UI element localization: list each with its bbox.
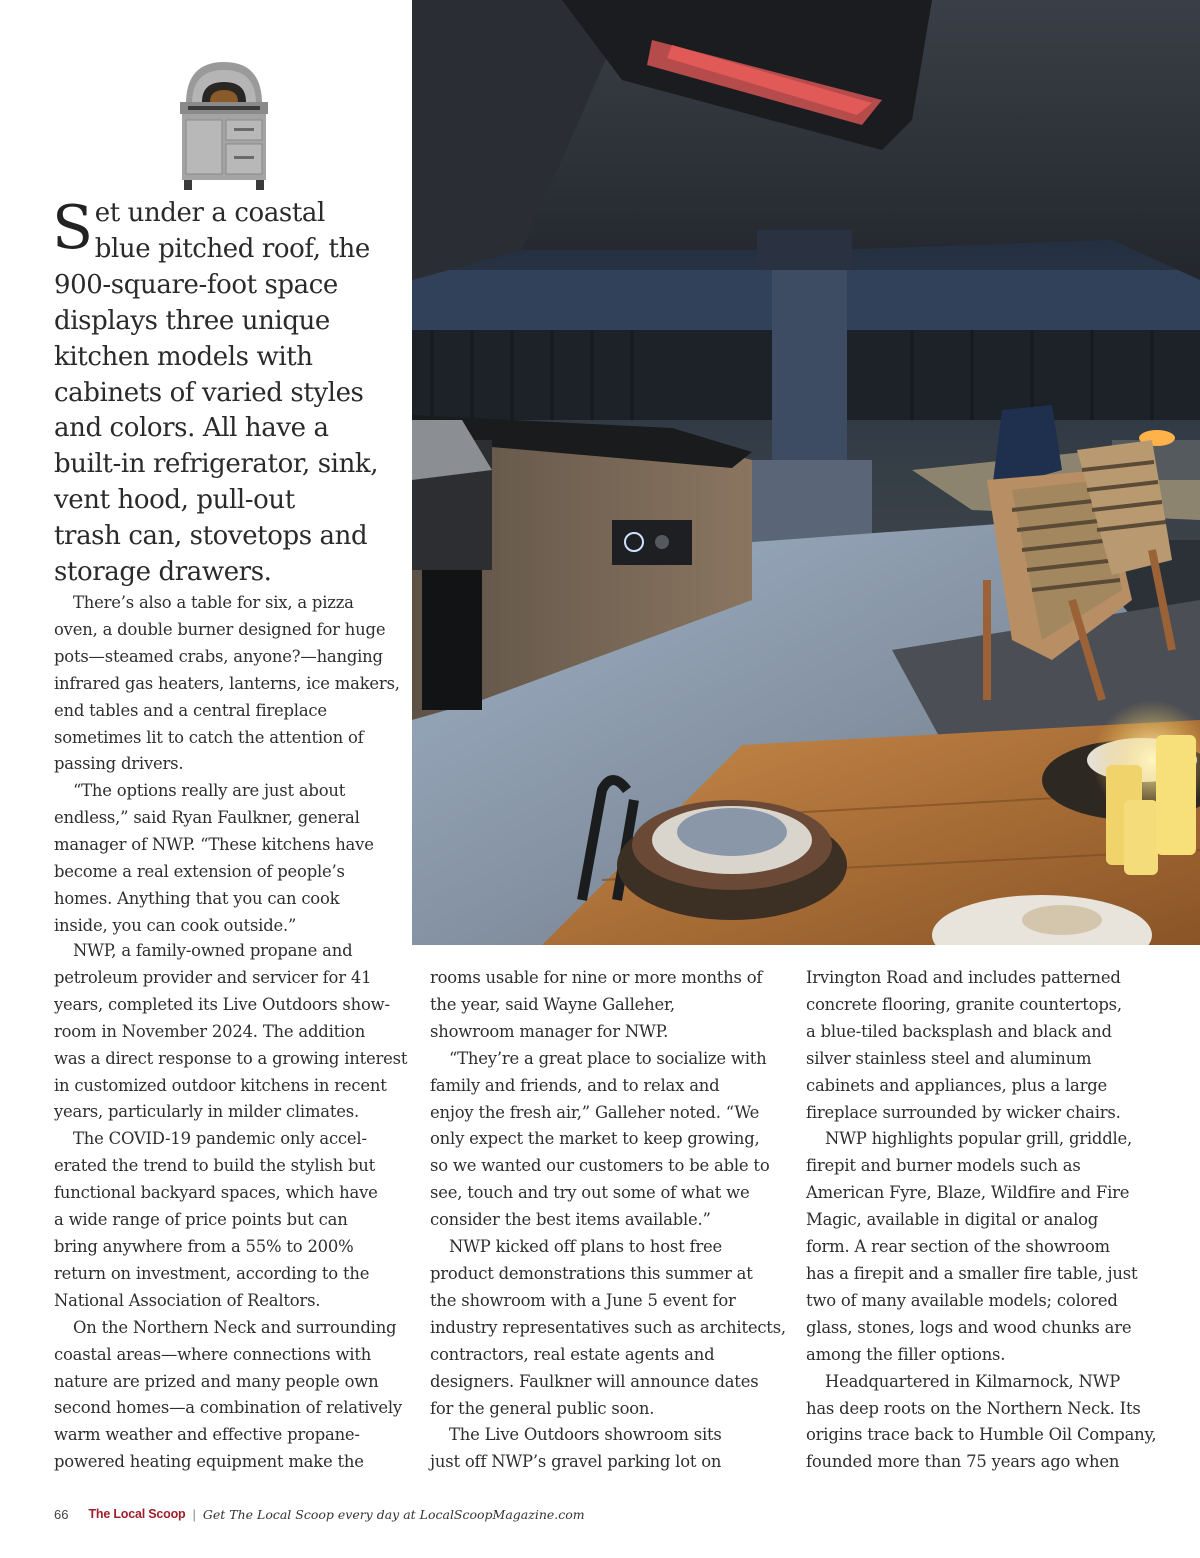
text-line: There’s also a table for six, a pizza [73, 593, 354, 612]
text-line: NWP highlights popular grill, griddle, [825, 1129, 1133, 1149]
text-line: petroleum provider and servicer for 41 [54, 967, 372, 987]
text-line: industry representatives such as architects, [430, 1317, 786, 1337]
text-line: only expect the market to keep growing, [430, 1129, 760, 1149]
column-3 [806, 965, 1157, 1476]
text-line: nature are prized and many people own [54, 1371, 379, 1391]
footer-tagline: Get The Local Scoop every day at LocalScoopMagazine.com [202, 1506, 585, 1522]
text-line: founded more than 75 years ago when [806, 1452, 1120, 1472]
text-line: sometimes lit to catch the attention of [54, 727, 364, 747]
text-line: The COVID-19 pandemic only accel- [73, 1129, 367, 1149]
text-line: designers. Faulkner will announce dates [430, 1371, 759, 1391]
text-line: contractors, real estate agents and [430, 1344, 715, 1364]
text-line: The Live Outdoors showroom sits [449, 1425, 722, 1445]
footer-separator: | [192, 1506, 196, 1522]
lead-line: kitchen models with [54, 341, 313, 372]
lead-line: and colors. All have a [54, 413, 329, 444]
text-line: fireplace surrounded by wicker chairs. [806, 1102, 1121, 1122]
drop-cap: S [52, 193, 93, 263]
text-line: consider the best items available.” [430, 1210, 711, 1230]
column-2 [430, 965, 786, 1476]
text-line: the showroom with a June 5 event for [430, 1290, 736, 1310]
text-line: bring anywhere from a 55% to 200% [54, 1236, 354, 1256]
lead-line: displays three unique [54, 305, 330, 336]
text-line: has a firepit and a smaller fire table, just [806, 1263, 1138, 1283]
text-line: pots—steamed crabs, anyone?—hanging [54, 646, 383, 666]
lead-line: storage drawers. [54, 557, 272, 588]
text-line: infrared gas heaters, lanterns, ice makers, [54, 673, 400, 693]
lead-line: 900-square-foot space [54, 269, 338, 300]
text-line: a blue-tiled backsplash and black and [806, 1021, 1112, 1041]
column-1-bottom [54, 938, 408, 1476]
text-line: manager of NWP. “These kitchens have [54, 835, 374, 855]
page-footer [54, 1504, 585, 1524]
text-line: NWP kicked off plans to host free [449, 1237, 723, 1257]
text-line: “The options really are just about [73, 781, 346, 801]
text-line: second homes—a combination of relatively [54, 1398, 402, 1418]
text-line: end tables and a central fireplace [54, 700, 327, 720]
text-line: oven, a double burner designed for huge [54, 619, 386, 639]
text-line: just off NWP’s gravel parking lot on [430, 1452, 722, 1472]
lead-paragraph [52, 193, 404, 591]
text-line: warm weather and effective propane- [54, 1425, 360, 1445]
text-line: origins trace back to Humble Oil Company, [806, 1425, 1157, 1445]
text-line: firepit and burner models such as [806, 1156, 1081, 1176]
text-line: family and friends, and to relax and [430, 1075, 720, 1095]
lead-line: built-in refrigerator, sink, [54, 449, 379, 480]
text-line: NWP, a family-owned propane and [73, 941, 353, 960]
lead-lines [52, 193, 404, 591]
text-line: silver stainless steel and aluminum [806, 1048, 1092, 1068]
text-line: Irvington Road and includes patterned [806, 968, 1121, 987]
text-line: was a direct response to a growing interest [54, 1048, 408, 1068]
lead-line: blue pitched roof, the [94, 233, 370, 264]
text-line: form. A rear section of the showroom [806, 1237, 1110, 1257]
text-line: two of many available models; colored [806, 1290, 1118, 1310]
text-line: American Fyre, Blaze, Wildfire and Fire [806, 1183, 1130, 1203]
text-line: coastal areas—where connections with [54, 1344, 372, 1364]
text-line: years, particularly in milder climates. [54, 1102, 359, 1122]
text-line: inside, you can cook outside.” [54, 915, 297, 935]
text-line: become a real extension of people’s [54, 862, 345, 882]
text-line: has deep roots on the Northern Neck. Its [806, 1398, 1141, 1418]
magazine-brand: The Local Scoop [88, 1507, 186, 1521]
text-line: so we wanted our customers to be able to [430, 1156, 770, 1176]
text-line: cabinets and appliances, plus a large [806, 1075, 1107, 1095]
text-line: glass, stones, logs and wood chunks are [806, 1317, 1132, 1337]
page-number: 66 [54, 1506, 69, 1522]
text-line: rooms usable for nine or more months of [430, 968, 763, 987]
text-line: showroom manager for NWP. [430, 1021, 669, 1041]
text-line: “They’re a great place to socialize with [449, 1048, 767, 1068]
text-line: enjoy the fresh air,” Galleher noted. “We [430, 1102, 760, 1122]
text-line: years, completed its Live Outdoors show- [54, 994, 390, 1014]
text-line: functional backyard spaces, which have [54, 1183, 378, 1203]
pizza-oven-icon [176, 56, 272, 194]
text-line: among the filler options. [806, 1344, 1006, 1364]
text-line: product demonstrations this summer at [430, 1263, 753, 1283]
hero-photo [412, 0, 1200, 945]
text-line: return on investment, according to the [54, 1263, 370, 1283]
text-line: homes. Anything that you can cook [54, 888, 340, 908]
lead-line: cabinets of varied styles [54, 377, 364, 408]
text-line: powered heating equipment make the [54, 1452, 364, 1472]
text-line: the year, said Wayne Galleher, [430, 994, 675, 1014]
text-line: On the Northern Neck and surrounding [73, 1317, 397, 1337]
text-line: for the general public soon. [430, 1398, 655, 1418]
text-line: National Association of Realtors. [54, 1290, 321, 1310]
text-line: Magic, available in digital or analog [806, 1210, 1099, 1230]
text-line: endless,” said Ryan Faulkner, general [54, 808, 360, 828]
text-line: concrete flooring, granite countertops, [806, 994, 1122, 1014]
text-line: see, touch and try out some of what we [430, 1183, 750, 1203]
lead-line: trash can, stovetops and [54, 521, 368, 552]
text-line: passing drivers. [54, 754, 184, 774]
text-line: room in November 2024. The addition [54, 1021, 366, 1041]
text-line: a wide range of price points but can [54, 1210, 348, 1230]
text-line: erated the trend to build the stylish but [54, 1156, 376, 1176]
lead-line: et under a coastal [94, 198, 325, 228]
lead-line: vent hood, pull-out [54, 485, 295, 516]
column-1-top [54, 590, 399, 940]
text-line: Headquartered in Kilmarnock, NWP [825, 1371, 1121, 1391]
text-line: in customized outdoor kitchens in recent [54, 1075, 387, 1095]
